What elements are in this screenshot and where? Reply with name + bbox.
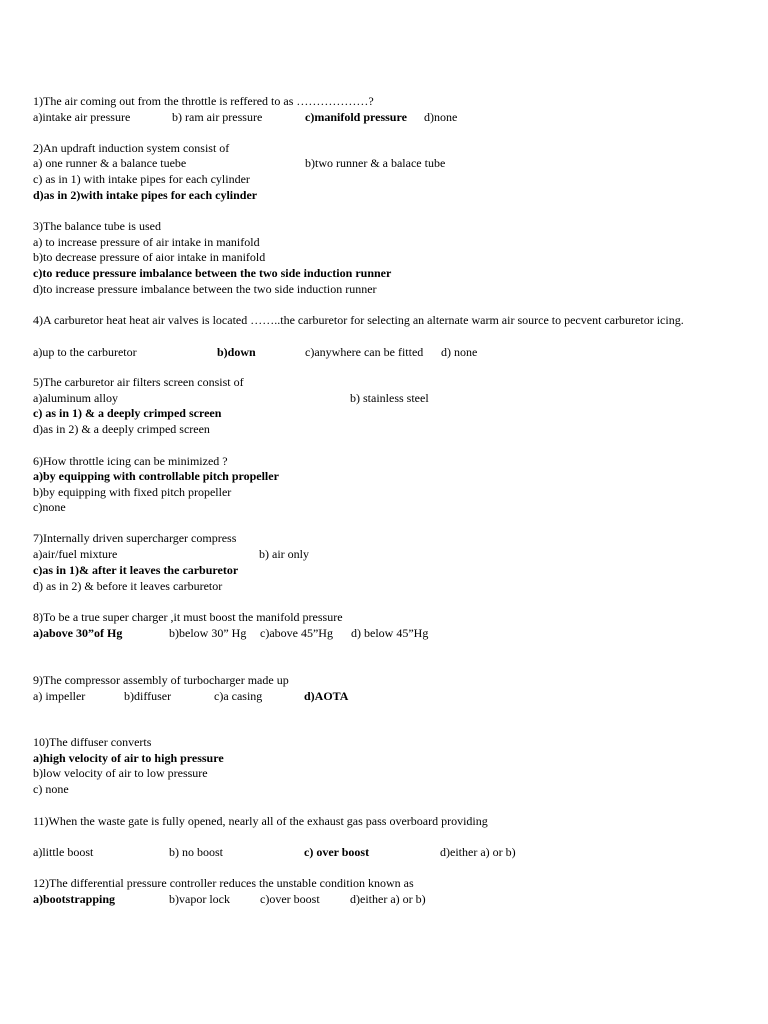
question-2-option-a: a) one runner & a balance tuebe [33,156,187,170]
question-4-option-a: a)up to the carburetor [33,345,137,359]
question-9-option-a: a) impeller [33,689,86,703]
question-12-option-c: c)over boost [260,892,320,906]
question-12-option-b: b)vapor lock [169,892,230,906]
question-4-option-b: b)down [217,345,256,359]
question-9-option-b: b)diffuser [124,689,172,703]
question-5-option-b: b) stainless steel [350,391,429,405]
question-7-option-a: a)air/fuel mixture [33,547,118,561]
question-1-option-c: c)manifold pressure [305,110,407,124]
question-5-option-d: d)as in 2) & a deeply crimped screen [33,422,210,436]
question-7-stem: 7)Internally driven supercharger compress [33,531,237,545]
question-8-option-c: c)above 45”Hg [260,626,333,640]
question-1-option-b: b) ram air pressure [172,110,263,124]
question-12-stem: 12)The differential pressure controller reduces the unstable condition known as [33,876,414,890]
question-1-option-d: d)none [424,110,458,124]
question-6-option-a: a)by equipping with controllable pitch propeller [33,469,279,483]
question-2-option-d: d)as in 2)with intake pipes for each cylinder [33,188,258,202]
question-3-option-c: c)to reduce pressure imbalance between the two side induction runner [33,266,392,280]
question-2-option-b: b)two runner & a balace tube [305,156,446,170]
question-6-option-b: b)by equipping with fixed pitch propeller [33,485,232,499]
question-4-option-d: d) none [441,345,478,359]
question-4-stem: 4)A carburetor heat heat air valves is located ……..the carburetor for selecting an alternate warm air source to pecvent carburetor icing. [33,313,684,327]
question-6-option-c: c)none [33,500,66,514]
question-3-stem: 3)The balance tube is used [33,219,161,233]
question-1-option-a: a)intake air pressure [33,110,131,124]
question-7-option-d: d) as in 2) & before it leaves carburetor [33,579,223,593]
question-5-stem: 5)The carburetor air filters screen consist of [33,375,244,389]
question-8-option-d: d) below 45”Hg [351,626,429,640]
question-8-option-a: a)above 30”of Hg [33,626,123,640]
question-11-option-d: d)either a) or b) [440,845,516,859]
question-3-option-a: a) to increase pressure of air intake in manifold [33,235,260,249]
question-9-option-c: c)a casing [214,689,263,703]
question-6-stem: 6)How throttle icing can be minimized ? [33,454,228,468]
question-10-option-c: c) none [33,782,69,796]
question-1-stem: 1)The air coming out from the throttle is reffered to as ………………? [33,94,374,108]
question-10-option-b: b)low velocity of air to low pressure [33,766,208,780]
question-2-stem: 2)An updraft induction system consist of [33,141,230,155]
question-12-option-d: d)either a) or b) [350,892,426,906]
question-12-option-a: a)bootstrapping [33,892,116,906]
question-11-option-a: a)little boost [33,845,94,859]
question-11-option-b: b) no boost [169,845,223,859]
question-4-option-c: c)anywhere can be fitted [305,345,424,359]
question-3-option-d: d)to increase pressure imbalance between the two side induction runner [33,282,377,296]
question-11-stem: 11)When the waste gate is fully opened, nearly all of the exhaust gas pass overboard providing [33,814,488,828]
question-7-option-c: c)as in 1)& after it leaves the carburetor [33,563,239,577]
question-10-stem: 10)The diffuser converts [33,735,152,749]
question-3-option-b: b)to decrease pressure of aior intake in manifold [33,250,266,264]
question-11-option-c: c) over boost [304,845,370,859]
question-7-option-b: b) air only [259,547,309,561]
question-8-option-b: b)below 30” Hg [169,626,247,640]
question-10-option-a: a)high velocity of air to high pressure [33,751,224,765]
question-9-option-d: d)AOTA [304,689,349,703]
question-2-option-c: c) as in 1) with intake pipes for each cylinder [33,172,250,186]
question-9-stem: 9)The compressor assembly of turbocharger made up [33,673,289,687]
question-5-option-a: a)aluminum alloy [33,391,118,405]
question-5-option-c: c) as in 1) & a deeply crimped screen [33,406,222,420]
question-8-stem: 8)To be a true super charger ,it must boost the manifold pressure [33,610,343,624]
